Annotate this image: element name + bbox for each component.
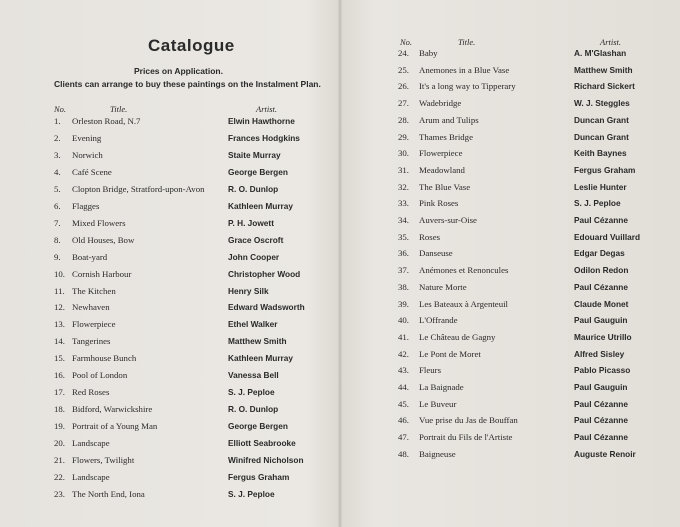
entry-number: 40. (398, 315, 409, 326)
catalogue-entry (398, 362, 678, 378)
catalogue-entry (54, 299, 334, 315)
entry-title: Auvers-sur-Oise (419, 215, 477, 225)
entry-title: Baby (419, 48, 438, 58)
entry-title: Tangerines (72, 336, 111, 347)
entry-artist: George Bergen (228, 166, 288, 177)
entry-artist: Winifred Nicholson (228, 455, 304, 465)
entry-artist: Fergus Graham (574, 164, 636, 175)
entry-title: Landscape (72, 471, 110, 482)
entry-artist: Kathleen Murray (228, 353, 294, 364)
entry-number: 8. (54, 234, 61, 245)
catalogue-entry (54, 435, 334, 451)
entry-number: 9. (54, 251, 61, 262)
entry-artist: Pablo Picasso (574, 365, 631, 376)
entry-artist: Matthew Smith (228, 336, 287, 347)
entry-number: 35. (398, 231, 409, 242)
entry-title: Pool of London (72, 370, 128, 381)
entry-title: Boat-yard (72, 251, 108, 262)
entry-number: 19. (54, 421, 65, 432)
entry-number: 16. (54, 370, 65, 381)
entry-number: 7. (54, 217, 61, 228)
entry-artist: Frances Hodgkins (228, 132, 300, 143)
entry-number: 10. (54, 268, 65, 279)
entry-artist: A. M'Glashan (574, 48, 627, 58)
catalogue-entry (54, 113, 334, 129)
entry-title: The North End, Iona (72, 488, 145, 499)
entry-title: Flowerpiece (72, 319, 116, 330)
entry-title: Red Roses (72, 387, 110, 398)
entry-number: 13. (54, 319, 65, 330)
entry-artist: S. J. Peploe (228, 488, 275, 499)
entry-artist: P. H. Jowett (228, 217, 274, 228)
entry-artist: Paul Cézanne (574, 398, 628, 409)
catalogue-entry (54, 486, 334, 502)
entry-artist: W. J. Steggles (574, 98, 630, 109)
entry-artist: Paul Gauguin (574, 315, 628, 326)
entry-artist: Edward Wadsworth (228, 302, 305, 313)
entry-title: Evening (72, 132, 102, 143)
entry-number: 29. (398, 131, 409, 142)
entry-number: 22. (54, 471, 65, 482)
catalogue-entry (54, 164, 334, 180)
entry-artist: Keith Baynes (574, 148, 627, 159)
entry-artist: Grace Oscroft (228, 234, 284, 245)
entry-title: It's a long way to Tipperary (419, 81, 516, 92)
catalogue-entry (398, 62, 678, 78)
catalogue-entry (398, 95, 678, 111)
entry-artist: S. J. Peploe (574, 198, 621, 209)
entry-title: Anémones et Renoncules (419, 265, 509, 276)
entry-artist: Edgar Degas (574, 248, 625, 259)
header-no: No. (54, 104, 67, 114)
entry-title: Old Houses, Bow (72, 234, 135, 245)
entry-title: Meadowland (419, 164, 465, 175)
catalogue-entry (398, 262, 678, 278)
entry-number: 18. (54, 404, 65, 415)
catalogue-entry (398, 229, 678, 245)
entry-artist: Paul Cézanne (574, 281, 628, 292)
entry-title: The Blue Vase (419, 181, 471, 192)
catalogue-entry (398, 112, 678, 128)
catalogue-entry (54, 401, 334, 417)
entry-title: La Baignade (419, 382, 464, 392)
entry-number: 24. (398, 48, 409, 58)
entry-number: 32. (398, 181, 409, 192)
entry-artist: Paul Gauguin (574, 382, 628, 392)
entry-artist: John Cooper (228, 251, 280, 262)
entry-number: 11. (54, 285, 65, 296)
entry-artist: R. O. Dunlop (228, 183, 279, 194)
entry-title: Vue prise du Jas de Bouffan (419, 415, 518, 426)
entry-artist: Duncan Grant (574, 131, 629, 142)
entry-number: 2. (54, 132, 61, 143)
catalogue-entry (54, 232, 334, 248)
entry-artist: Matthew Smith (574, 64, 633, 75)
entry-title: Fleurs (419, 365, 441, 376)
entry-artist: Paul Cézanne (574, 415, 628, 426)
catalogue-entry (398, 412, 678, 428)
catalogue-entry (398, 162, 678, 178)
catalogue-entry (398, 78, 678, 94)
entry-number: 33. (398, 198, 409, 209)
entry-title: Thames Bridge (419, 131, 473, 142)
entry-number: 6. (54, 200, 61, 211)
entry-artist: Kathleen Murray (228, 200, 294, 211)
entry-artist: S. J. Peploe (228, 387, 275, 398)
entry-artist: George Bergen (228, 421, 288, 432)
catalogue-entry (398, 296, 678, 312)
entry-artist: Staite Murray (228, 149, 281, 160)
catalogue-entry (398, 279, 678, 295)
entry-artist: Alfred Sisley (574, 348, 625, 359)
catalogue-entry (54, 469, 334, 485)
entry-number: 38. (398, 281, 409, 292)
entry-title: Flowerpiece (419, 148, 463, 159)
entry-title: Newhaven (72, 302, 110, 313)
entry-title: Arum and Tulips (419, 114, 479, 125)
entry-number: 34. (398, 215, 409, 225)
entry-number: 4. (54, 166, 61, 177)
entry-number: 41. (398, 331, 409, 342)
instalment-note: Clients can arrange to buy these paintings on the Instalment Plan. (54, 79, 321, 89)
catalogue-entry (398, 129, 678, 145)
header-no: No. (400, 37, 413, 47)
entry-number: 30. (398, 148, 409, 159)
entry-number: 28. (398, 114, 409, 125)
entry-title: Portrait of a Young Man (72, 421, 158, 432)
entry-artist: Paul Cézanne (574, 215, 628, 225)
entry-artist: Richard Sickert (574, 81, 635, 92)
entry-title: Bidford, Warwickshire (72, 404, 153, 415)
entry-title: Flagges (72, 200, 100, 211)
catalogue-entry (54, 316, 334, 332)
catalogue-entry (54, 266, 334, 282)
entry-number: 3. (54, 149, 61, 160)
entry-artist: Paul Cézanne (574, 432, 628, 443)
catalogue-entry (54, 452, 334, 468)
entry-title: Roses (419, 231, 441, 242)
entry-number: 36. (398, 248, 409, 259)
header-artist: Artist. (600, 37, 622, 47)
catalogue-entry (54, 418, 334, 434)
entry-number: 48. (398, 448, 409, 459)
catalogue-entry (398, 396, 678, 412)
entry-number: 15. (54, 353, 65, 364)
catalogue-entry (54, 130, 334, 146)
entry-number: 43. (398, 365, 409, 376)
entry-number: 46. (398, 415, 409, 426)
catalogue-entry (54, 367, 334, 383)
entry-artist: Leslie Hunter (574, 181, 627, 192)
entry-title: Nature Morte (419, 281, 467, 292)
right-page (340, 0, 680, 527)
entry-number: 5. (54, 183, 61, 194)
entry-title: Wadebridge (419, 98, 462, 109)
catalogue-entry (398, 379, 678, 395)
entry-number: 21. (54, 455, 65, 465)
catalogue-entry (54, 198, 334, 214)
entry-artist: Christopher Wood (228, 268, 301, 279)
catalogue-entry (54, 384, 334, 400)
entry-artist: Duncan Grant (574, 114, 629, 125)
entry-number: 44. (398, 382, 409, 392)
entry-artist: Ethel Walker (228, 319, 278, 330)
catalogue-entry (398, 179, 678, 195)
catalogue-entry (398, 429, 678, 445)
catalogue-entry (398, 329, 678, 345)
catalogue-entry (54, 283, 334, 299)
catalogue-entry (398, 45, 678, 61)
entry-number: 1. (54, 116, 61, 126)
entry-number: 12. (54, 302, 65, 313)
catalogue-entry (398, 346, 678, 362)
catalogue-entry (398, 446, 678, 462)
entry-artist: Auguste Renoir (574, 448, 636, 459)
entry-number: 14. (54, 336, 65, 347)
entry-number: 26. (398, 81, 409, 92)
entry-title: The Kitchen (72, 285, 116, 296)
entry-title: Landscape (72, 438, 110, 449)
entry-artist: Odilon Redon (574, 265, 629, 276)
entry-artist: Maurice Utrillo (574, 331, 632, 342)
entry-artist: R. O. Dunlop (228, 404, 279, 415)
entry-artist: Vanessa Bell (228, 370, 279, 381)
entry-title: Farmhouse Bunch (72, 353, 137, 364)
entry-number: 47. (398, 432, 409, 443)
entry-title: Flowers, Twilight (72, 455, 135, 465)
entry-title: Le Pont de Moret (419, 348, 481, 359)
entry-number: 23. (54, 488, 65, 499)
entry-number: 27. (398, 98, 409, 109)
entry-title: Les Bateaux à Argenteuil (419, 298, 508, 309)
entry-artist: Claude Monet (574, 298, 629, 309)
catalogue-entry (398, 245, 678, 261)
catalogue-title: Catalogue (148, 36, 235, 55)
entry-title: Café Scene (72, 166, 112, 177)
entry-title: Norwich (72, 149, 103, 160)
catalogue-entry (54, 181, 334, 197)
entry-title: Cornish Harbour (72, 268, 132, 279)
entry-number: 42. (398, 348, 409, 359)
entry-artist: Henry Silk (228, 285, 269, 296)
entry-artist: Edouard Vuillard (574, 231, 641, 242)
catalogue-entry (54, 147, 334, 163)
entry-artist: Fergus Graham (228, 471, 290, 482)
entry-title: Clopton Bridge, Stratford-upon-Avon (72, 183, 205, 194)
entry-title: L'Offrande (419, 315, 458, 326)
entry-number: 31. (398, 164, 409, 175)
entry-artist: Elliott Seabrooke (228, 438, 296, 449)
entry-number: 17. (54, 387, 65, 398)
entry-artist: Elwin Hawthorne (228, 116, 295, 126)
entry-title: Pink Roses (419, 198, 459, 209)
header-artist: Artist. (256, 104, 278, 114)
entry-number: 39. (398, 298, 409, 309)
entry-title: Anemones in a Blue Vase (419, 64, 510, 75)
entry-number: 37. (398, 265, 409, 276)
entry-title: Le Buveur (419, 398, 457, 409)
entry-number: 45. (398, 398, 409, 409)
entry-number: 20. (54, 438, 65, 449)
entry-title: Mixed Flowers (72, 217, 126, 228)
catalogue-entry (398, 312, 678, 328)
catalogue-entry (54, 350, 334, 366)
entry-title: Portrait du Fils de l'Artiste (419, 432, 513, 443)
entry-title: Orleston Road, N.7 (72, 116, 141, 126)
catalogue-entry (54, 249, 334, 265)
entry-title: Danseuse (419, 248, 453, 259)
catalogue-entry (398, 195, 678, 211)
entry-title: Le Château de Gagny (419, 331, 496, 342)
prices-note: Prices on Application. (134, 66, 223, 76)
catalogue-entry (54, 215, 334, 231)
catalogue-entry (398, 212, 678, 228)
catalogue-entry (54, 333, 334, 349)
entry-number: 25. (398, 64, 409, 75)
header-title: Title. (110, 104, 128, 114)
entry-title: Baigneuse (419, 448, 456, 459)
catalogue-entry (398, 145, 678, 161)
header-title: Title. (458, 37, 476, 47)
